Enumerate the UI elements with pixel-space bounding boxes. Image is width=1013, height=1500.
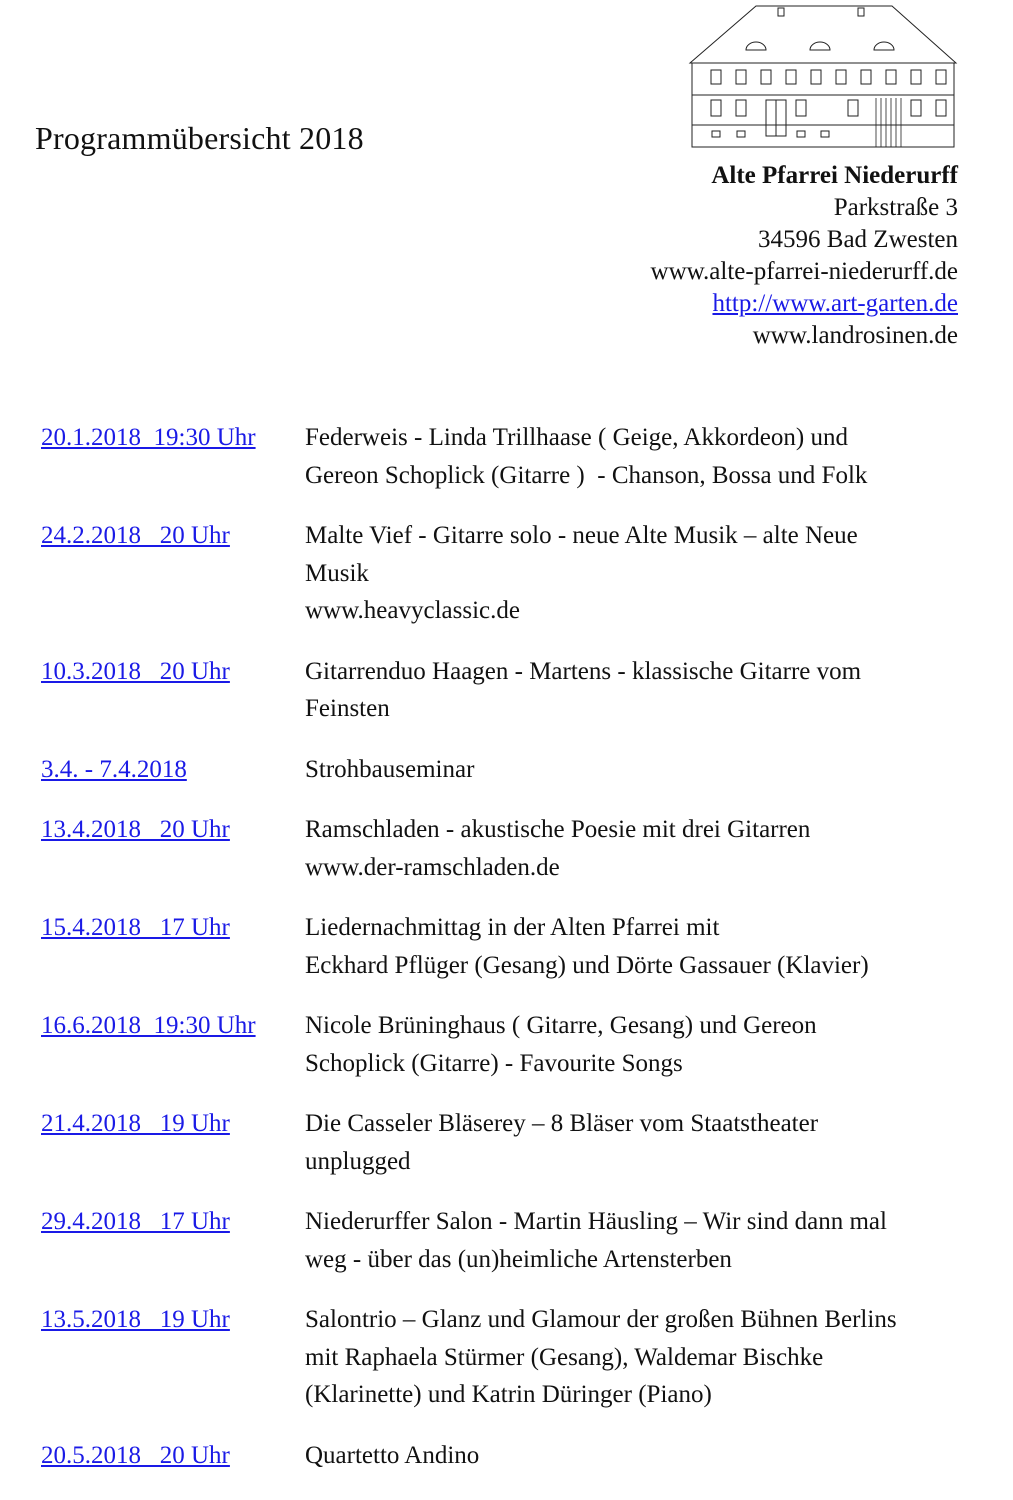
website-landrosinen: www.landrosinen.de [752,322,958,349]
event-date-link[interactable]: 29.4.2018 17 Uhr [41,1208,230,1235]
event-row [41,517,971,630]
event-date-link[interactable]: 3.4. - 7.4.2018 [41,755,187,783]
event-date-link[interactable]: 13.4.2018 20 Uhr [41,816,230,843]
event-description: Ramschladen - akustische Poesie mit drei Gitarren www.der-ramschladen.de [305,816,811,881]
event-description: Niederurffer Salon - Martin Häusling – Wir sind dann mal weg - über das (un)heimliche Artensterben [305,1208,887,1273]
event-date-link[interactable]: 24.2.2018 20 Uhr [41,522,230,549]
event-date-link[interactable]: 20.1.2018 19:30 Uhr [41,424,256,451]
event-row [41,1203,971,1278]
event-row [41,811,971,886]
event-description: Salontrio – Glanz und Glamour der großen Bühnen Berlins mit Raphaela Stürmer (Gesang), Waldemar Bischke (Klarinette) und Katrin Düringer (Piano) [305,1306,897,1408]
event-description: Quartetto Andino [305,1441,480,1469]
event-description: Liedernachmittag in der Alten Pfarrei mit Eckhard Pflüger (Gesang) und Dörte Gassauer (Klavier) [305,914,869,979]
event-date-link[interactable]: 21.4.2018 19 Uhr [41,1110,230,1137]
event-description: Malte Vief - Gitarre solo - neue Alte Musik – alte Neue Musik www.heavyclassic.de [305,522,858,624]
organization-name: Alte Pfarrei Niederurff [711,162,958,189]
event-row [41,1007,971,1082]
event-date-link[interactable]: 15.4.2018 17 Uhr [41,914,230,941]
event-description: Strohbauseminar [305,755,475,783]
city: 34596 Bad Zwesten [758,226,958,253]
website-pfarrei: www.alte-pfarrei-niederurff.de [650,258,958,285]
address-block [651,160,958,352]
event-row [41,1437,971,1475]
event-row [41,751,971,789]
house-drawing-icon [686,0,960,150]
event-date-link[interactable]: 20.5.2018 20 Uhr [41,1441,230,1469]
event-description: Die Casseler Bläserey – 8 Bläser vom Staatstheater unplugged [305,1110,819,1175]
event-description: Gitarrenduo Haagen - Martens - klassische Gitarre vom Feinsten [305,657,862,722]
event-description: Federweis - Linda Trillhaase ( Geige, Akkordeon) und Gereon Schoplick (Gitarre ) - Chanson, Bossa und Folk [305,424,868,489]
event-date-link[interactable]: 16.6.2018 19:30 Uhr [41,1012,256,1039]
website-art-garten-link[interactable]: http://www.art-garten.de [712,290,958,317]
street: Parkstraße 3 [833,194,958,221]
event-date-link[interactable]: 10.3.2018 20 Uhr [41,657,230,685]
event-description: Nicole Brüninghaus ( Gitarre, Gesang) und Gereon Schoplick (Gitarre) - Favourite Songs [305,1012,817,1077]
page-title: Programmübersicht 2018 [35,120,364,156]
event-row [41,1301,971,1414]
event-row [41,1105,971,1180]
event-row [41,909,971,984]
event-list [41,419,971,1497]
event-date-link[interactable]: 13.5.2018 19 Uhr [41,1306,230,1333]
event-row [41,419,971,494]
event-row [41,653,971,728]
